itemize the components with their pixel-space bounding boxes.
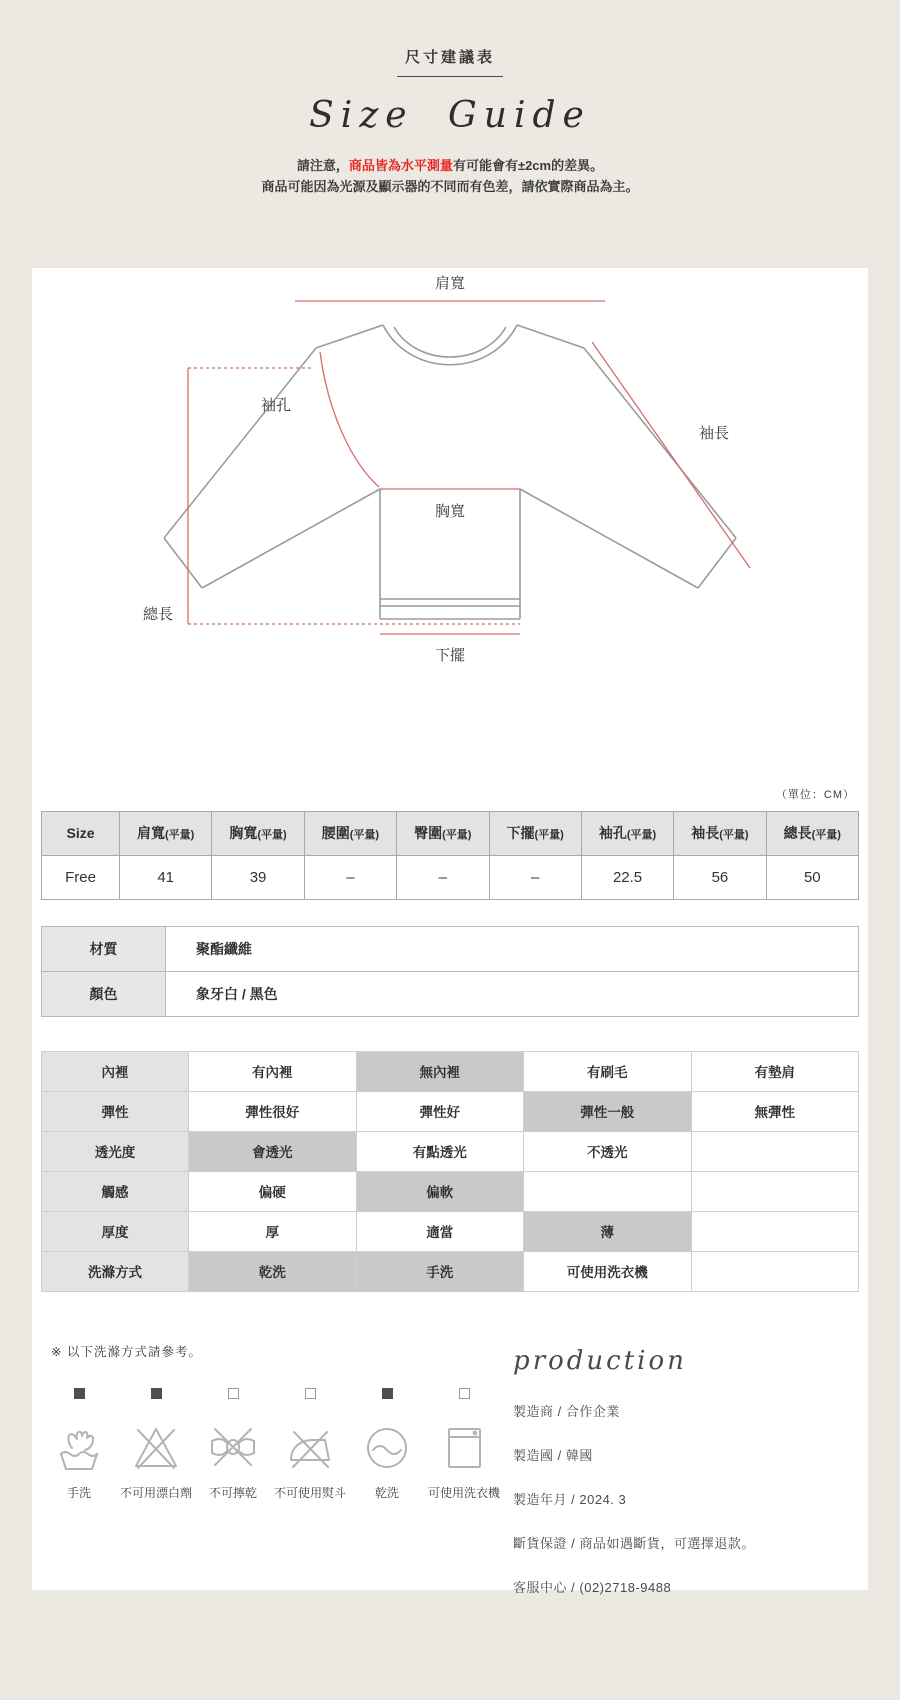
washing-machine-icon	[436, 1419, 492, 1475]
page-subtitle: 尺寸建議表	[397, 46, 503, 77]
sheerness-label: 透光度	[42, 1131, 189, 1171]
wash-note: ※ 以下洗滌方式請參考。	[51, 1344, 202, 1359]
hip-col-header: 臀圍(平量)	[397, 811, 489, 855]
notice-suffix: 有可能會有±2cm的差異。	[452, 158, 604, 173]
thickness-row	[42, 1211, 859, 1251]
property-cell: 有內裡	[189, 1051, 356, 1091]
wash-item-label: 乾洗	[375, 1485, 400, 1500]
property-cell-selected: 薄	[524, 1211, 691, 1251]
property-cell: 有墊肩	[691, 1051, 859, 1091]
checkbox-checked	[74, 1388, 85, 1399]
size-table-header-row	[42, 811, 859, 855]
property-cell	[524, 1171, 691, 1211]
wash-item-machine-wash	[428, 1388, 500, 1501]
wash-item-no-iron	[274, 1388, 346, 1501]
property-cell	[691, 1131, 859, 1171]
production-date: 製造年月 / 2024. 3	[513, 1491, 627, 1507]
notice-line-1	[0, 156, 900, 177]
hip-value: –	[397, 855, 489, 899]
diagram-label-total: 總長	[142, 605, 174, 623]
property-cell-selected: 乾洗	[189, 1251, 356, 1291]
checkbox-unchecked	[459, 1388, 470, 1399]
armhole-col-header: 袖孔(平量)	[581, 811, 673, 855]
property-cell: 彈性好	[356, 1091, 523, 1131]
hand-wash-icon	[51, 1419, 107, 1475]
texture-row	[42, 1171, 859, 1211]
property-cell	[691, 1211, 859, 1251]
notice-prefix: 請注意，	[296, 158, 349, 173]
no-wring-icon	[205, 1419, 261, 1475]
property-cell: 可使用洗衣機	[524, 1251, 691, 1291]
chest-value: 39	[212, 855, 304, 899]
material-value: 聚酯纖維	[166, 926, 859, 971]
elasticity-row	[42, 1091, 859, 1131]
property-cell: 有刷毛	[524, 1051, 691, 1091]
property-cell: 厚	[189, 1211, 356, 1251]
diagram-label-hem: 下擺	[434, 646, 466, 664]
property-cell-selected: 無內裡	[356, 1051, 523, 1091]
sleeve-col-header: 袖長(平量)	[674, 811, 766, 855]
diagram-label-armhole: 袖孔	[260, 396, 292, 414]
property-cell: 無彈性	[691, 1091, 859, 1131]
chest-col-header: 胸寬(平量)	[212, 811, 304, 855]
color-value: 象牙白 / 黑色	[166, 971, 859, 1016]
waist-value: –	[304, 855, 396, 899]
property-cell-selected: 手洗	[356, 1251, 523, 1291]
property-cell: 偏硬	[189, 1171, 356, 1211]
diagram-label-sleeve: 袖長	[698, 424, 730, 442]
wash-item-dry-clean	[359, 1388, 415, 1501]
wash-item-label: 不可擰乾	[209, 1485, 258, 1500]
wash-instructions	[41, 1342, 513, 1596]
wash-item-no-bleach	[120, 1388, 192, 1501]
size-table	[41, 811, 859, 900]
property-cell-selected: 會透光	[189, 1131, 356, 1171]
size-value: Free	[42, 855, 120, 899]
property-cell: 適當	[356, 1211, 523, 1251]
washing-row	[42, 1251, 859, 1291]
production-info	[513, 1342, 859, 1596]
notice-line-2: 商品可能因為光源及顯示器的不同而有色差，請依實際商品為主。	[261, 178, 639, 194]
shoulder-value: 41	[120, 855, 212, 899]
texture-label: 觸感	[42, 1171, 189, 1211]
checkbox-unchecked	[228, 1388, 239, 1399]
wash-item-label: 手洗	[66, 1485, 91, 1500]
property-cell	[691, 1171, 859, 1211]
wash-item-hand-wash	[51, 1388, 107, 1501]
lining-row	[42, 1051, 859, 1091]
shoulder-col-header: 肩寬(平量)	[120, 811, 212, 855]
washing-label: 洗滌方式	[42, 1251, 189, 1291]
wash-item-label: 不可使用熨斗	[274, 1485, 347, 1500]
size-table-row-free	[42, 855, 859, 899]
unit-note: （單位：CM）	[775, 788, 855, 801]
wash-items	[51, 1388, 513, 1501]
property-cell-selected: 彈性一般	[524, 1091, 691, 1131]
property-cell: 有點透光	[356, 1131, 523, 1171]
content-panel	[32, 268, 868, 1595]
color-label: 顏色	[42, 971, 166, 1016]
property-table	[41, 1051, 859, 1292]
armhole-value: 22.5	[581, 855, 673, 899]
measurement-lines	[188, 301, 750, 634]
diagram-label-chest: 胸寬	[434, 502, 466, 520]
production-heading: production	[513, 1345, 687, 1376]
production-guarantee: 斷貨保證 / 商品如遇斷貨，可選擇退款。	[513, 1535, 755, 1551]
checkbox-checked	[151, 1388, 162, 1399]
length-col-header: 總長(平量)	[766, 811, 858, 855]
size-col-header: Size	[42, 811, 120, 855]
no-iron-icon	[282, 1419, 338, 1475]
property-cell	[691, 1251, 859, 1291]
wash-item-label: 不可用漂白劑	[120, 1485, 193, 1500]
material-table	[41, 926, 859, 1017]
notice-red-text: 商品皆為水平測量	[348, 158, 453, 173]
sheerness-row	[42, 1131, 859, 1171]
notice-text	[0, 156, 900, 198]
elasticity-label: 彈性	[42, 1091, 189, 1131]
size-diagram	[100, 268, 800, 668]
lining-label: 內裡	[42, 1051, 189, 1091]
page-header	[0, 0, 900, 198]
page-title: Size Guide	[309, 95, 591, 136]
checkbox-checked	[382, 1388, 393, 1399]
hem-value: –	[489, 855, 581, 899]
sleeve-value: 56	[674, 855, 766, 899]
thickness-label: 厚度	[42, 1211, 189, 1251]
wash-item-no-wring	[205, 1388, 261, 1501]
property-cell: 彈性很好	[189, 1091, 356, 1131]
dry-clean-icon	[359, 1419, 415, 1475]
property-cell-selected: 偏軟	[356, 1171, 523, 1211]
property-cell: 不透光	[524, 1131, 691, 1171]
diagram-label-shoulder: 肩寬	[434, 274, 466, 292]
material-label: 材質	[42, 926, 166, 971]
wash-item-label: 可使用洗衣機	[428, 1485, 501, 1500]
length-value: 50	[766, 855, 858, 899]
checkbox-unchecked	[305, 1388, 316, 1399]
production-service-center: 客服中心 / (02)2718-9488	[513, 1579, 672, 1595]
waist-col-header: 腰圍(平量)	[304, 811, 396, 855]
production-country: 製造國 / 韓國	[513, 1447, 593, 1463]
bottom-section	[41, 1342, 859, 1596]
no-bleach-icon	[128, 1419, 184, 1475]
hem-col-header: 下擺(平量)	[489, 811, 581, 855]
production-manufacturer: 製造商 / 合作企業	[513, 1403, 620, 1419]
material-row	[42, 926, 859, 971]
color-row	[42, 971, 859, 1016]
garment-outline	[164, 325, 736, 619]
